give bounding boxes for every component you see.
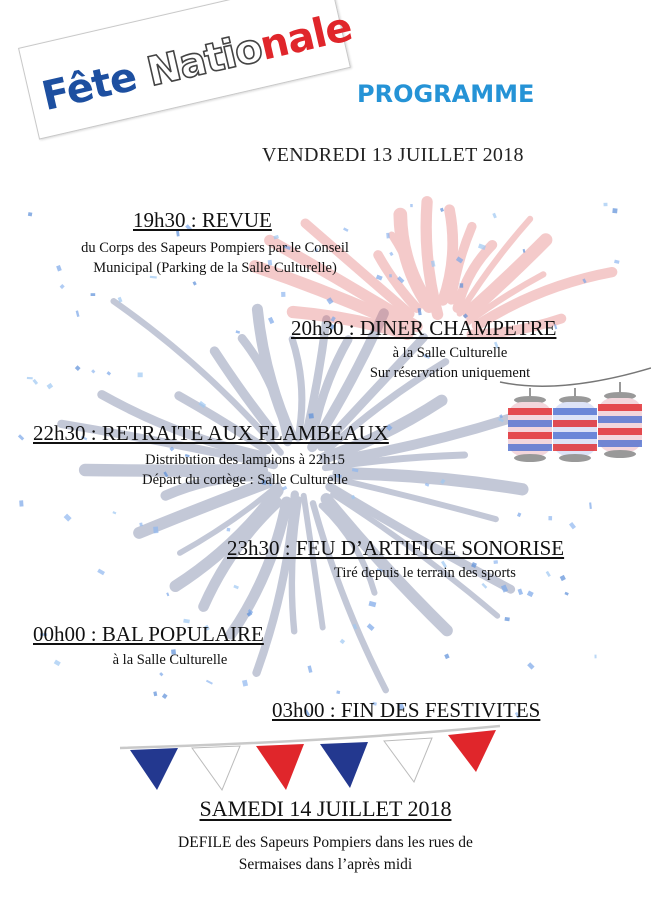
confetti-piece	[367, 623, 375, 631]
confetti-piece	[517, 512, 521, 517]
confetti-piece	[97, 569, 105, 576]
confetti-piece	[444, 654, 449, 660]
event-fin-title: 03h00 : FIN DES FESTIVITES	[272, 698, 541, 722]
confetti-piece	[166, 592, 169, 596]
confetti-piece	[139, 523, 142, 527]
confetti-piece	[523, 249, 526, 253]
confetti-piece	[343, 227, 349, 231]
confetti-piece	[564, 592, 568, 596]
confetti-piece	[227, 528, 231, 532]
confetti-piece	[28, 212, 32, 216]
confetti-piece	[64, 514, 72, 522]
event-diner-desc-1: à la Salle Culturelle	[392, 345, 508, 361]
confetti-piece	[336, 690, 340, 694]
confetti-piece	[112, 511, 116, 514]
confetti-piece	[242, 680, 248, 687]
saturday-desc-line-1: DEFILE des Sapeurs Pompiers dans les rues de	[178, 834, 473, 851]
logo-text-natio: Natio	[142, 24, 267, 96]
confetti-piece	[595, 655, 597, 659]
event-revue-title: 19h30 : REVUE	[133, 208, 272, 232]
confetti-piece	[504, 617, 509, 621]
confetti-piece	[18, 434, 24, 440]
event-revue-desc-1: du Corps des Sapeurs Pompiers par le Conseil	[81, 240, 349, 256]
confetti-piece	[91, 293, 96, 296]
confetti-piece	[612, 208, 617, 213]
confetti-piece	[309, 413, 314, 418]
confetti-piece	[76, 310, 80, 317]
event-bal-title: 00h00 : BAL POPULAIRE	[33, 622, 264, 646]
confetti-piece	[368, 601, 376, 607]
event-diner-desc-2: Sur réservation uniquement	[369, 365, 531, 381]
confetti-piece	[478, 244, 486, 250]
event-bal-desc: à la Salle Culturelle	[112, 652, 228, 668]
saturday-desc-line-2: Sermaises dans l’après midi	[238, 856, 413, 873]
confetti-piece	[19, 500, 23, 506]
paper-lantern-2	[553, 388, 597, 462]
confetti-piece	[492, 213, 497, 219]
confetti-piece	[604, 203, 608, 207]
bunting-garland	[120, 726, 500, 790]
confetti-piece	[548, 516, 552, 520]
confetti-piece	[460, 283, 464, 287]
confetti-piece	[193, 281, 197, 286]
confetti-piece	[75, 365, 81, 371]
confetti-piece	[589, 502, 592, 509]
event-feu-artifice-desc: Tiré depuis le terrain des sports	[334, 565, 516, 581]
confetti-piece	[233, 585, 239, 589]
event-retraite-desc-2: Départ du cortège : Salle Culturelle	[142, 472, 348, 488]
programme-title: PROGRAMME	[357, 80, 535, 108]
confetti-piece	[527, 662, 534, 669]
confetti-piece	[27, 377, 33, 379]
event-feu-artifice-title: 23h30 : FEU D’ARTIFICE SONORISE	[227, 536, 565, 560]
friday-date: VENDREDI 13 JUILLET 2018	[262, 144, 524, 166]
confetti-piece	[614, 260, 620, 264]
confetti-piece	[162, 693, 168, 699]
confetti-piece	[138, 373, 143, 378]
confetti-piece	[569, 522, 576, 529]
confetti-piece	[106, 371, 111, 376]
confetti-piece	[60, 284, 65, 289]
confetti-piece	[518, 589, 524, 596]
confetti-piece	[153, 527, 158, 534]
event-revue-desc-2: Municipal (Parking de la Salle Culturelle)	[93, 260, 337, 276]
confetti-piece	[527, 591, 534, 598]
confetti-piece	[159, 672, 163, 676]
logo-text-nale: nale	[255, 4, 356, 70]
event-retraite-desc-1: Distribution des lampions à 22h15	[145, 452, 345, 468]
logo-text-fete: Fête	[37, 50, 154, 121]
event-diner-title: 20h30 : DINER CHAMPETRE	[291, 316, 557, 340]
confetti-piece	[236, 330, 241, 333]
confetti-piece	[153, 691, 157, 696]
confetti-piece	[91, 369, 95, 373]
confetti-piece	[32, 379, 38, 385]
confetti-piece	[410, 204, 413, 207]
paper-lantern-1	[508, 388, 552, 462]
saturday-title: SAMEDI 14 JUILLET 2018	[199, 796, 452, 821]
confetti-piece	[206, 680, 213, 685]
confetti-piece	[47, 383, 54, 389]
confetti-piece	[281, 292, 285, 297]
confetti-piece	[340, 639, 345, 644]
saturday-desc	[0, 832, 651, 876]
event-retraite-title: 22h30 : RETRAITE AUX FLAMBEAUX	[33, 421, 389, 445]
confetti-piece	[482, 583, 488, 589]
paper-lantern-3	[598, 382, 642, 458]
confetti-piece	[440, 208, 444, 212]
confetti-piece	[268, 317, 274, 324]
